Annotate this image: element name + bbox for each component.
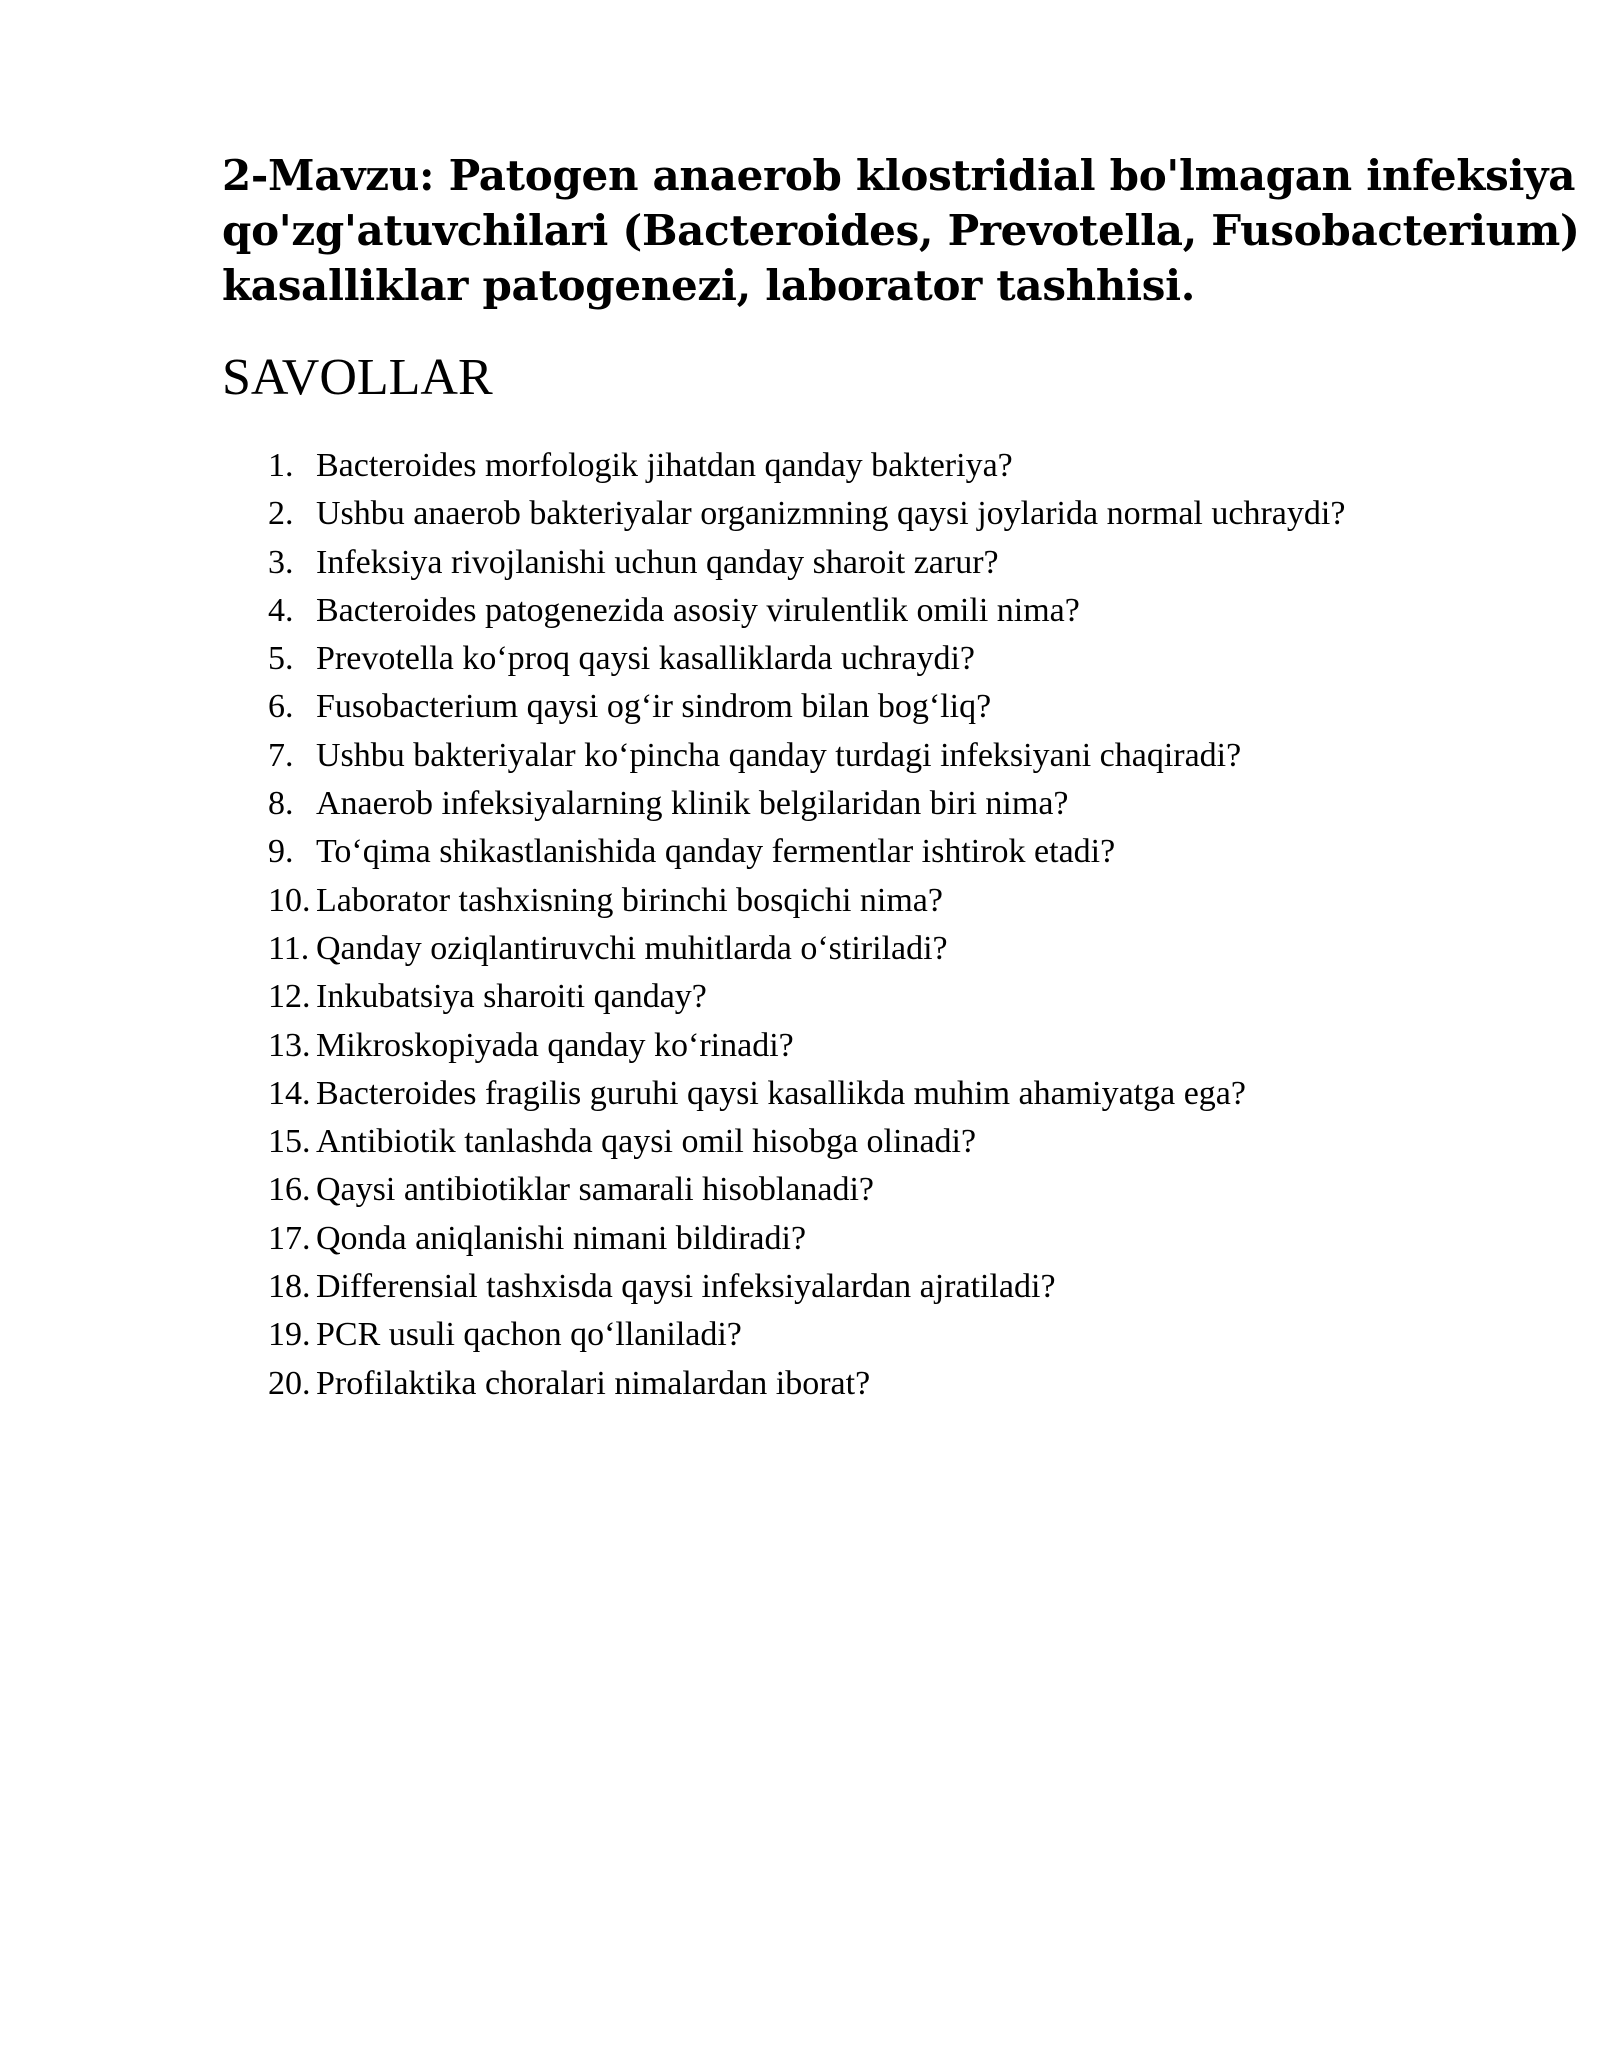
question-number: 11.: [268, 929, 310, 967]
question-text: Antibiotik tanlashda qaysi omil hisobga olinadi?: [316, 1123, 977, 1161]
question-text: PCR usuli qachon qo‘llaniladi?: [316, 1316, 742, 1354]
question-item: [0, 973, 1600, 1021]
question-number: 10.: [268, 881, 311, 919]
question-number: 1.: [268, 447, 294, 484]
question-number: 15.: [268, 1123, 311, 1161]
question-item: [0, 732, 1600, 780]
question-item: [0, 539, 1600, 587]
question-item: [0, 1166, 1600, 1214]
question-item: [0, 635, 1600, 683]
question-item: [0, 877, 1600, 925]
question-text: Qonda aniqlanishi nimani bildiradi?: [316, 1219, 807, 1257]
topic-title-line: qo'zg'atuvchilari (Bacteroides, Prevotella, Fusobacterium): [222, 206, 1580, 255]
question-item: [0, 683, 1600, 731]
question-item: [0, 1311, 1600, 1359]
question-text: Prevotella ko‘proq qaysi kasalliklarda uchraydi?: [316, 640, 975, 678]
question-number: 3.: [268, 543, 294, 581]
question-text: Inkubatsiya sharoiti qanday?: [316, 978, 707, 1016]
question-number: 8.: [268, 785, 294, 823]
question-number: 6.: [268, 688, 294, 726]
question-item: [0, 828, 1600, 876]
question-number: 19.: [268, 1316, 311, 1354]
question-item: [0, 1360, 1600, 1408]
question-item: [0, 1070, 1600, 1118]
questions-list: [0, 442, 1600, 1408]
question-text: Qanday oziqlantiruvchi muhitlarda o‘stiriladi?: [316, 929, 948, 967]
question-text: To‘qima shikastlanishida qanday fermentlar ishtirok etadi?: [316, 833, 1116, 871]
question-text: Bacteroides morfologik jihatdan qanday bakteriya?: [316, 447, 1013, 484]
question-item: [0, 1215, 1600, 1263]
question-text: Anaerob infeksiyalarning klinik belgilaridan biri nima?: [316, 785, 1069, 823]
question-text: Fusobacterium qaysi og‘ir sindrom bilan bog‘liq?: [316, 688, 992, 726]
question-number: 5.: [268, 640, 294, 678]
question-text: Profilaktika choralari nimalardan iborat?: [316, 1364, 871, 1402]
question-text: Differensial tashxisda qaysi infeksiyalardan ajratiladi?: [316, 1268, 1056, 1306]
question-number: 7.: [268, 736, 294, 774]
question-number: 13.: [268, 1026, 311, 1064]
question-number: 18.: [268, 1268, 311, 1306]
question-text: Bacteroides fragilis guruhi qaysi kasallikda muhim ahamiyatga ega?: [316, 1074, 1246, 1112]
question-text: Bacteroides patogenezida asosiy virulentlik omili nima?: [316, 591, 1080, 629]
question-number: 4.: [268, 591, 294, 629]
question-number: 17.: [268, 1219, 311, 1257]
question-item: [0, 1263, 1600, 1311]
question-text: Infeksiya rivojlanishi uchun qanday sharoit zarur?: [316, 543, 999, 581]
question-item: [0, 490, 1600, 538]
question-item: [0, 925, 1600, 973]
question-number: 14.: [268, 1074, 311, 1112]
question-text: Laborator tashxisning birinchi bosqichi nima?: [316, 881, 943, 919]
question-item: [0, 1118, 1600, 1166]
question-number: 9.: [268, 833, 294, 871]
topic-title-line: kasalliklar patogenezi, laborator tashhisi.: [222, 261, 1196, 310]
question-item: [0, 1022, 1600, 1070]
question-item: [0, 442, 1600, 490]
question-number: 12.: [268, 978, 311, 1016]
question-item: [0, 587, 1600, 635]
topic-title: [222, 148, 1580, 313]
question-text: Qaysi antibiotiklar samarali hisoblanadi?: [316, 1171, 875, 1209]
section-heading: SAVOLLAR: [222, 349, 493, 406]
question-text: Mikroskopiyada qanday ko‘rinadi?: [316, 1026, 794, 1064]
question-text: Ushbu anaerob bakteriyalar organizmning qaysi joylarida normal uchraydi?: [316, 495, 1346, 533]
question-item: [0, 780, 1600, 828]
question-text: Ushbu bakteriyalar ko‘pincha qanday turdagi infeksiyani chaqiradi?: [316, 736, 1242, 774]
question-number: 20.: [268, 1364, 311, 1402]
topic-title-line: 2-Mavzu: Patogen anaerob klostridial bo'lmagan infeksiya: [222, 151, 1576, 200]
question-number: 16.: [268, 1171, 311, 1209]
question-number: 2.: [268, 495, 294, 533]
